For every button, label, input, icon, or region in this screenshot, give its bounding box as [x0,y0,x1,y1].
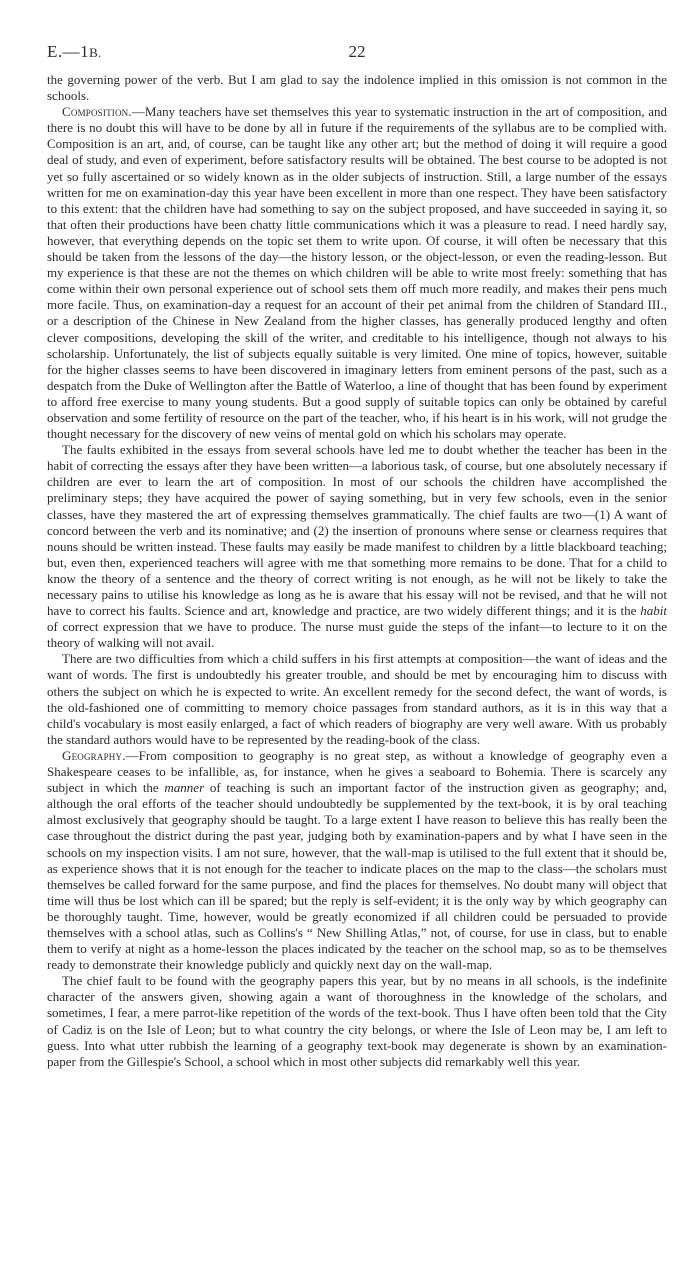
section-heading: Composition. [62,104,132,120]
paragraph [47,104,667,442]
text-run: There are two difficulties from which a child suffers in his first attempts at composition—the want of ideas and the want of words. The first is undoubtedly his greater trouble, and should be met by encouraging him to discuss with others the subject on which he is expected to write. An excellent remedy for the second defect, the want of words, is the old-fashioned one of committing to memory choice passages from standard authors, as it is in this way that a child's vocabulary is most easily enlarged, a fact of which readers of biography are very well aware. With us probably the standard authors would have to be represented by the reading-book of the class. [47,651,667,747]
text-run: The chief fault to be found with the geography papers this year, but by no means in all schools, is the indefinite character of the answers given, showing again a want of thoroughness in the knowledge of the scholars, and sometimes, I fear, a mere parrot-like repetition of the words of the text-book. Thus I have often been told that the City of Cadiz is on the Isle of Leon; but to what country the city belongs, or where the Isle of Leon may be, I am left to guess. Into what utter rubbish the learning of a geography text-book may degenerate is shown by an examination-paper from the Gillespie's School, a school which in most other subjects did remarkably well this year. [47,973,667,1069]
body-text [47,72,667,1070]
paragraph [47,72,667,104]
text-run: The faults exhibited in the essays from several schools have led me to doubt whether the teacher has been in the habit of correcting the essays after they have been written—a laborious task, of course, but one absolutely necessary if children are ever to learn the art of composition. In most of our schools the children have accomplished the preliminary steps; they have acquired the power of saying something, but in very few schools, even in the senior classes, have they mastered the art of expressing themselves grammatically. The chief faults are two—(1) A want of concord between the verb and its nominative; and (2) the insertion of pronouns where sense or clearness requires that nouns should be written instead. These faults may easily be made manifest to children by a little blackboard teaching; but, even then, experienced teachers will agree with me that something more remains to be done. That for a child to know the theory of a sentence and the theory of correct writing is not enough, as he will not be likely to take the necessary pains to utilise his knowledge as long as he is aware that his essay will not be revised, and that he will not have to correct his faults. Science and art, knowledge and practice, are two widely different things; and it is the [47,442,667,619]
paragraph [47,748,667,973]
text-run: of correct expression that we have to produce. The nurse must guide the steps of the infant—to lecture to it on the theory of walking will not avail. [47,619,667,651]
emphasis-text: habit [640,603,667,619]
page-number: 22 [348,42,366,61]
paragraph [47,442,667,651]
section-heading: Geography. [62,747,126,763]
page-header [47,42,667,62]
text-run: —From composition to geography is no great step, as without a knowledge of geography even a Shakespeare ceases to be infallible, as, for instance, when he gives a seaboard to Bohemia. There is scarcely any subject in which the [47,747,667,796]
paragraph [47,651,667,748]
paragraph [47,973,667,1070]
report-reference-suffix: B. [89,45,102,60]
text-run: of teaching is such an important factor of the instruction given as geography; and, although the oral efforts of the teacher should undoubtedly be supplemented by the text-book, it is by oral teaching almost exclusively that geography should be taught. To a large extent I have reason to believe this has really been the case throughout the district during the past year, judging both by examination-papers and by what I have seen in the schools on my inspection visits. I am not sure, however, that the wall-map is utilised to the full extent that it should be, as experience shows that it is not enough for the teacher to indicate places on the map to the class—the scholars must themselves be called forward for the same purpose, and find the places for themselves. No doubt many will object that time will thus be lost which can ill be spared; but the reply is self-evident; it is the only way by which geography can be thoroughly taught. Time, however, would be greatly economized if all children could be persuaded to provide themselves with a school atlas, such as Collins's “ New Shilling Atlas,” not, of course, for use in class, but to enable them to verify at night as a home-lesson the places indicated by the teacher on the school map, so as to be themselves ready to demonstrate their knowledge publicly and quickly next day on the wall-map. [47,780,667,973]
report-reference-main: E.—1 [47,42,90,61]
text-run: —Many teachers have set themselves this year to systematic instruction in the art of composition, and there is no doubt this will have to be done by all in future if the requirements of the syllabus are to be complied with. Composition is an art, and, of course, can be taught like any other art; but the method of doing it will require a good deal of study, and even of experiment, before satisfactory results will be obtained. The best course to be adopted is not yet so fully ascertained or so widely known as in the older subjects of instruction. Still, a large number of the essays written for me on examination-day this year have been excellent in more than one respect. They have been satisfactory to this extent: that the children have had something to say on the subject proposed, and have succeeded in saying it, so that often their productions have been chatty little communications which it was a pleasure to read. I need hardly say, however, that everything depends on the topic set them to write upon. Of course, it will often be necessary that this should be taken from the lessons of the day—the history lesson, or the object-lesson, or even the reading-lesson. But my experience is that these are not the themes on which children will be able to write most freely: something that has come within their own personal experience out of school sets them off much more readily, and makes their pens much more facile. Thus, on examination-day a request for an account of their pet animal from the children of Standard III., or a description of the Chinese in New Zealand from the higher classes, has generally produced lengthy and often clever compositions, developing the skill of the writer, and creditable to his intelligence, though not always to his scholarship. Unfortunately, the list of subjects equally suitable is very limited. One mine of topics, however, suitable for the higher classes seems to have been discovered in imaginary letters from eminent persons of the past, such as a despatch from the Duke of Wellington after the Battle of Waterloo, a line of thought that has been found by experiment to afford free exercise to many young students. But a good supply of suitable topics can only be obtained by careful observation and some fertility of resource on the part of the teacher, who, if his heart is in his work, will not grudge the thought necessary for the discovery of new veins of mental gold on which his scholars may operate. [47,104,667,442]
text-run: the governing power of the verb. But I am glad to say the indolence implied in this omission is not common in the schools. [47,72,667,104]
emphasis-text: manner [164,780,205,796]
